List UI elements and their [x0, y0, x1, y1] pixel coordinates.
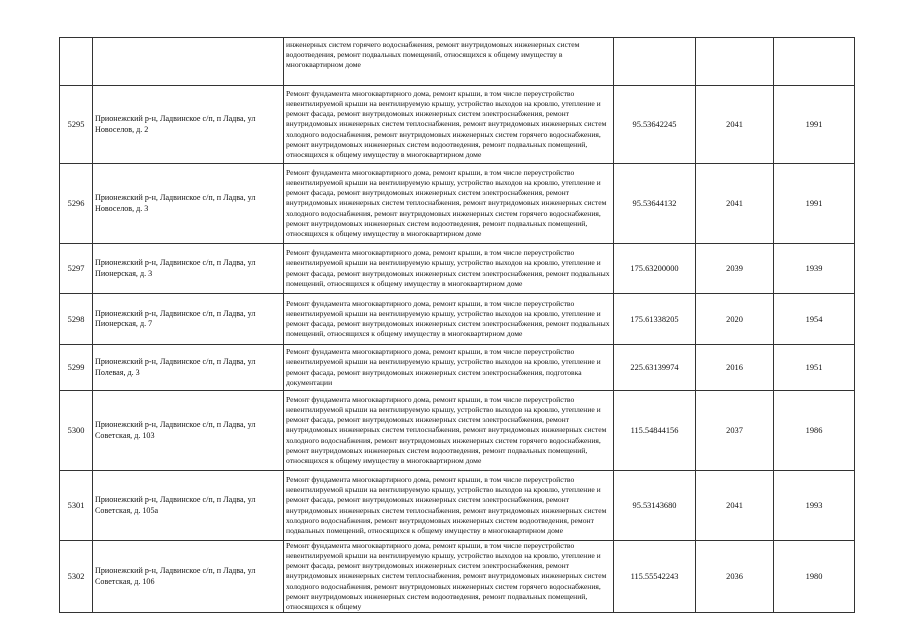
repair-year-cell: 2041	[696, 471, 774, 541]
works-cell: Ремонт фундамента многоквартирного дома, ремонт крыши, в том числе переустройство невентилируемой крыши на вентилируемую крышу, устройство выходов на кровлю, утепление и ремонт фасада, ремонт внутридомовых инженерных систем электроснабжения, ремонт внутридомовых инженерных систем теплоснабжения, ремонт внутридомовых инженерных систем холодного водоснабжения, ремонт внутридомовых инженерных систем горячего водоснабжения, ремонт внутридомовых инженерных систем водоотведения, ремонт подвальных помещений, относящихся к общему	[284, 541, 614, 613]
works-cell: Ремонт фундамента многоквартирного дома, ремонт крыши, в том числе переустройство невентилируемой крыши на вентилируемую крышу, устройство выходов на кровлю, утепление и ремонт фасада, ремонт внутридомовых инженерных систем электроснабжения, подготовка документации	[284, 345, 614, 391]
built-year-cell: 1980	[774, 541, 855, 613]
area-cell: 95.53644132	[614, 164, 696, 244]
address-cell	[93, 38, 284, 86]
table-row	[60, 391, 855, 471]
row-number-cell: 5297	[60, 244, 93, 294]
table-row	[60, 471, 855, 541]
repair-year-cell: 2037	[696, 391, 774, 471]
works-cell: Ремонт фундамента многоквартирного дома, ремонт крыши, в том числе переустройство невентилируемой крыши на вентилируемую крышу, устройство выходов на кровлю, утепление и ремонт фасада, ремонт внутридомовых инженерных систем электроснабжения, ремонт внутридомовых инженерных систем теплоснабжения, ремонт внутридомовых инженерных систем холодного водоснабжения, ремонт внутридомовых инженерных систем горячего водоснабжения, ремонт внутридомовых инженерных систем водоотведения, ремонт подвальных помещений, относящихся к общему имуществу в многоквартирном доме	[284, 164, 614, 244]
row-number-cell: 5296	[60, 164, 93, 244]
area-cell: 95.53143680	[614, 471, 696, 541]
address-cell: Прионежский р-н, Ладвинское с/п, п Ладва, ул Пионерская, д. 7	[93, 294, 284, 345]
table-row	[60, 345, 855, 391]
row-number-cell	[60, 38, 93, 86]
built-year-cell: 1991	[774, 86, 855, 164]
table-row-continuation	[60, 38, 855, 86]
address-cell: Прионежский р-н, Ладвинское с/п, п Ладва, ул Советская, д. 105а	[93, 471, 284, 541]
address-cell: Прионежский р-н, Ладвинское с/п, п Ладва, ул Советская, д. 106	[93, 541, 284, 613]
repair-year-cell: 2039	[696, 244, 774, 294]
built-year-cell: 1986	[774, 391, 855, 471]
works-cell: Ремонт фундамента многоквартирного дома, ремонт крыши, в том числе переустройство невентилируемой крыши на вентилируемую крышу, устройство выходов на кровлю, утепление и ремонт фасада, ремонт внутридомовых инженерных систем электроснабжения, ремонт внутридомовых инженерных систем теплоснабжения, ремонт внутридомовых инженерных систем холодного водоснабжения, ремонт внутридомовых инженерных систем водоотведения, ремонт подвальных помещений, относящихся к общему имуществу в многоквартирном доме	[284, 471, 614, 541]
row-number-cell: 5301	[60, 471, 93, 541]
area-cell: 95.53642245	[614, 86, 696, 164]
repair-year-cell: 2041	[696, 164, 774, 244]
works-cell: Ремонт фундамента многоквартирного дома, ремонт крыши, в том числе переустройство невентилируемой крыши на вентилируемую крышу, устройство выходов на кровлю, утепление и ремонт фасада, ремонт внутридомовых инженерных систем электроснабжения, ремонт внутридомовых инженерных систем теплоснабжения, ремонт внутридомовых инженерных систем холодного водоснабжения, ремонт внутридомовых инженерных систем горячего водоснабжения, ремонт внутридомовых инженерных систем водоотведения, ремонт подвальных помещений, относящихся к общему имуществу в многоквартирном доме	[284, 86, 614, 164]
address-cell: Прионежский р-н, Ладвинское с/п, п Ладва, ул Новоселов, д. 2	[93, 86, 284, 164]
area-cell	[614, 38, 696, 86]
repair-year-cell: 2016	[696, 345, 774, 391]
built-year-cell: 1951	[774, 345, 855, 391]
area-cell: 225.63139974	[614, 345, 696, 391]
built-year-cell: 1954	[774, 294, 855, 345]
repair-year-cell	[696, 38, 774, 86]
row-number-cell: 5299	[60, 345, 93, 391]
area-cell: 175.63200000	[614, 244, 696, 294]
repair-year-cell: 2041	[696, 86, 774, 164]
area-cell: 175.61338205	[614, 294, 696, 345]
area-cell: 115.54844156	[614, 391, 696, 471]
built-year-cell: 1939	[774, 244, 855, 294]
repair-year-cell: 2020	[696, 294, 774, 345]
row-number-cell: 5300	[60, 391, 93, 471]
works-cell: Ремонт фундамента многоквартирного дома, ремонт крыши, в том числе переустройство невентилируемой крыши на вентилируемую крышу, устройство выходов на кровлю, утепление и ремонт фасада, ремонт внутридомовых инженерных систем электроснабжения, ремонт подвальных помещений, относящихся к общему имуществу в многоквартирном доме	[284, 294, 614, 345]
row-number-cell: 5295	[60, 86, 93, 164]
table-row	[60, 541, 855, 613]
table-row	[60, 86, 855, 164]
repair-schedule-table	[59, 37, 855, 613]
row-number-cell: 5302	[60, 541, 93, 613]
address-cell: Прионежский р-н, Ладвинское с/п, п Ладва, ул Новоселов, д. 3	[93, 164, 284, 244]
works-cell: инженерных систем горячего водоснабжения, ремонт внутридомовых инженерных систем водоотведения, ремонт подвальных помещений, относящихся к общему имуществу в многоквартирном доме	[284, 38, 614, 86]
repair-year-cell: 2036	[696, 541, 774, 613]
address-cell: Прионежский р-н, Ладвинское с/п, п Ладва, ул Пионерская, д. 3	[93, 244, 284, 294]
works-cell: Ремонт фундамента многоквартирного дома, ремонт крыши, в том числе переустройство невентилируемой крыши на вентилируемую крышу, устройство выходов на кровлю, утепление и ремонт фасада, ремонт внутридомовых инженерных систем электроснабжения, ремонт внутридомовых инженерных систем теплоснабжения, ремонт внутридомовых инженерных систем холодного водоснабжения, ремонт внутридомовых инженерных систем горячего водоснабжения, ремонт внутридомовых инженерных систем водоотведения, ремонт подвальных помещений, относящихся к общему имуществу в многоквартирном доме	[284, 391, 614, 471]
works-cell: Ремонт фундамента многоквартирного дома, ремонт крыши, в том числе переустройство невентилируемой крыши на вентилируемую крышу, устройство выходов на кровлю, утепление и ремонт фасада, ремонт внутридомовых инженерных систем электроснабжения, ремонт подвальных помещений, относящихся к общему имуществу в многоквартирном доме	[284, 244, 614, 294]
address-cell: Прионежский р-н, Ладвинское с/п, п Ладва, ул Полевая, д. 3	[93, 345, 284, 391]
address-cell: Прионежский р-н, Ладвинское с/п, п Ладва, ул Советская, д. 103	[93, 391, 284, 471]
table-row	[60, 164, 855, 244]
table-row	[60, 294, 855, 345]
built-year-cell	[774, 38, 855, 86]
built-year-cell: 1991	[774, 164, 855, 244]
row-number-cell: 5298	[60, 294, 93, 345]
table-row	[60, 244, 855, 294]
area-cell: 115.55542243	[614, 541, 696, 613]
built-year-cell: 1993	[774, 471, 855, 541]
